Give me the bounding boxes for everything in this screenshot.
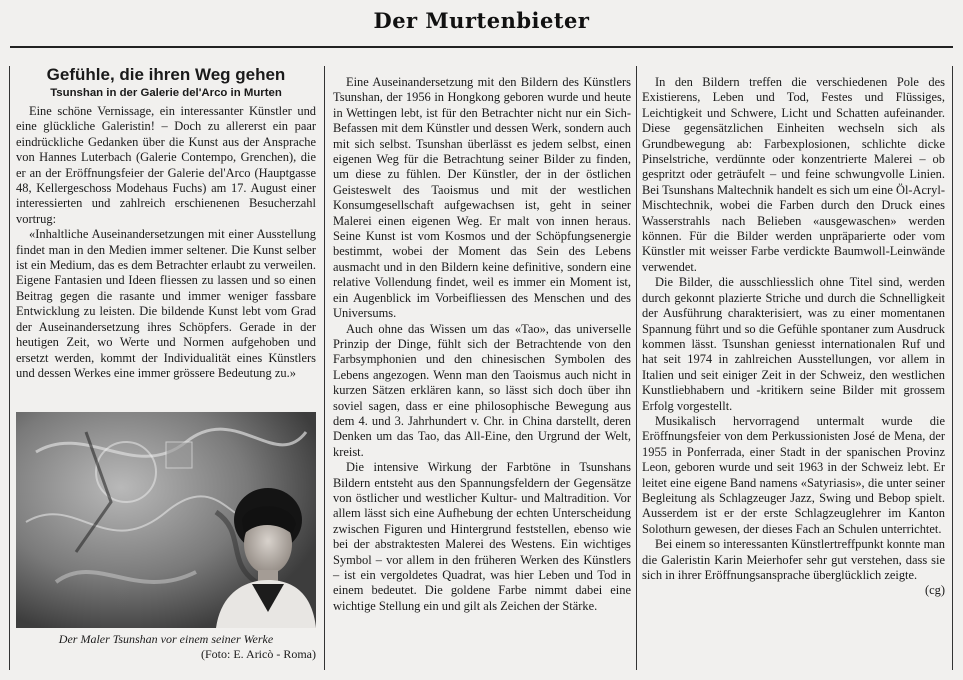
paragraph: Musikalisch hervorragend untermalt wurde die Eröffnungsfeier von dem Perkussionisten José de Mena, der 1955 in Ponferrada, einer Stadt in der spanischen Provinz Leon, geboren wurde und seit 1963 in der Schweiz lebt. Er leitet eine eigene Band namens «Satyriasis», die unter seiner Begleitung als Schlagzeuger Jazz, Swing und Bebop spielt. Ausserdem ist er der erste Schlagzeuglehrer im Kanton Solothurn gewesen, der dieses Fach an Schulen unterrichtet.: [642, 413, 945, 536]
column-rule-1: [324, 66, 325, 670]
article-column-1: [16, 98, 316, 381]
paragraph-text: Bei einem so interessanten Künstlertreffpunkt konnte man die Galeristin Karin Meierhofer sehr gut verstehen, dass sie sich in ihrer Eröffnungsansprache überglücklich zeigte.: [642, 537, 945, 582]
paragraph: Die Bilder, die ausschliesslich ohne Titel sind, werden durch gekonnt plazierte Striche und durch die Schnelligkeit der Ausführung charakterisiert, was zu einer momentanen Spannung führt und so die Gefühle spontaner zum Ausdruck kommen lässt. Tsunshan geniesst internationalen Ruf und hat seit 1974 in zahlreichen Ausstellungen, vor allem in Italien und seit einiger Zeit in der Schweiz, den westlichen Kunstliebhabern und -kritikern seine Bilder mit grossem Erfolg vorgestellt.: [642, 275, 945, 413]
paragraph: [642, 537, 945, 598]
photo-caption: Der Maler Tsunshan vor einem seiner Werke: [58, 632, 274, 646]
column-rule-2: [636, 66, 637, 670]
masthead-rule: [10, 46, 953, 48]
article-headline: Gefühle, die ihren Weg gehen: [46, 65, 286, 84]
paragraph: Eine Auseinandersetzung mit den Bildern des Künstlers Tsunshan, der 1956 in Hongkong geboren wurde und heute in Wettingen lebt, ist für den Betrachter nicht nur ein Sich-Befassen mit dem Künstler und dessen Werk, sondern auch mit sich selbst. Tsunshan überlässt es jedem selbst, einen eigenen Weg für die Betrachtung seiner Bilder zu finden, um diese zu fühlen. Der Künstler, der in der östlichen Geisteswelt des Taoismus und mit der westlichen Konsumgesellschaft aufgewachsen ist, geht in seiner Malerei einen eigenen Weg. Er malt von innen heraus. Seine Kunst ist vom Kosmos und der Schöpfungsenergie bestimmt, wobei der Moment das Sein des Lebens ausmacht und in den Bildern keine definitive, sondern eine relative Vollendung findet, weil es immer ein Moment ist, ein Augenblick im Vorbeifliessen des Menschen und des Universums.: [333, 75, 631, 321]
column-rule-right: [952, 66, 953, 670]
article-subheadline: Tsunshan in der Galerie del'Arco in Murten: [50, 87, 282, 99]
paragraph: «Inhaltliche Auseinandersetzungen mit einer Ausstellung findet man in den Medien immer seltener. Die Kunst selber ist ein Medium, das es dem Betrachter erlaubt zu verweilen. Eigene Fantasien und Ideen fliessen zu lassen und so einen Beitrag gegen die rasante und immer weniger fassbare Entwicklung zu leisten. Die bildende Kunst lebt vom Grad der Auseinandersetzung ihres Schöpfers. Gerade in der heutigen Zeit, wo Werte und Normen aufgehoben und ersetzt werden, kommt der Individualität eines Künstlers und dessen Werkes eine immer grössere Bedeutung zu.»: [16, 227, 316, 380]
author-signature: (cg): [924, 583, 945, 598]
paragraph: Die intensive Wirkung der Farbtöne in Tsunshans Bildern entsteht aus den Spannungsfeldern der Gegensätze von östlicher und westlicher Kultur- und Maltradition. Vor allem lässt sich eine Aufhebung der echten Unterscheidung zwischen Figuren und Hintergrund feststellen, ebenso wie bei der abstraktesten Malerei des Westens. Ein wichtiges Symbol – vor allem in den früheren Werken des Künstlers – ist ein vergoldetes Quadrat, was hier Leben und Tod in einem bedeutet. Die goldene Farbe nimmt dabei eine wichtige Stellung ein und gilt als Zeichen der Stärke.: [333, 460, 631, 613]
newspaper-masthead: Der Murtenbieter: [373, 8, 590, 33]
photo-caption-block: [16, 632, 316, 662]
photo-credit: (Foto: E. Aricò - Roma): [201, 647, 316, 661]
column-rule-left: [9, 66, 10, 670]
paragraph: In den Bildern treffen die verschiedenen Pole des Existierens, Leben und Tod, Festes und Flüssiges, Leichtigkeit und Schwere, Licht und Schatten aufeinander. Diese gegensätzlichen Einheiten wechseln sich als Grundbewegung ab: Farbexplosionen, schlichte dicke Pinselstriche, verdünnte oder konzentrierte Malerei – ob gespritzt oder geträufelt – und feine schwungvolle Linien. Bei Tsunshans Maltechnik handelt es sich um eine Öl-Acryl-Mischtechnik, wobei die Farben durch den Druck eines Wasserstrahls nach Belieben «ausgewaschen» werden können. Für die Bilder werden unpräparierte oder vom Künstler mit weisser Farbe verdickte Baumwoll-Leinwände verwendet.: [642, 75, 945, 274]
artist-photo: [16, 412, 316, 628]
article-column-2: [333, 75, 631, 614]
paragraph: Auch ohne das Wissen um das «Tao», das universelle Prinzip der Dinge, fühlt sich der Betrachtende von den Farbsymphonien und den chinesischen Symbolen des Lebens angezogen. Wenn man den Taoismus auch nicht in kurzen Sätzen erklären kann, so lässt sich doch über ihn soviel sagen, dass er eine philosophische Bewegung aus dem 4. und 3. Jahrhundert v. Chr. in China darstellt, deren Denken um das Tao, das All-Eine, den Urgrund der Welt, kreist.: [333, 321, 631, 459]
article-column-3: [642, 75, 945, 599]
artist-photo-image: [16, 412, 316, 628]
paragraph: Eine schöne Vernissage, ein interessanter Künstler und eine glückliche Galeristin! – Doch zu allererst ein paar eindrückliche Gedanken über die Kunst aus der Ansprache von Hannes Luterbach (Galerie Contempo, Grenchen), die er an der Eröffnungsfeier der Galerie del'Arco (Hauptgasse 48, Kellergeschoss Modehaus Fuchs) am 17. August einer interessierten und zahlreich erschienenen Besucherzahl vortrug:: [16, 104, 316, 226]
